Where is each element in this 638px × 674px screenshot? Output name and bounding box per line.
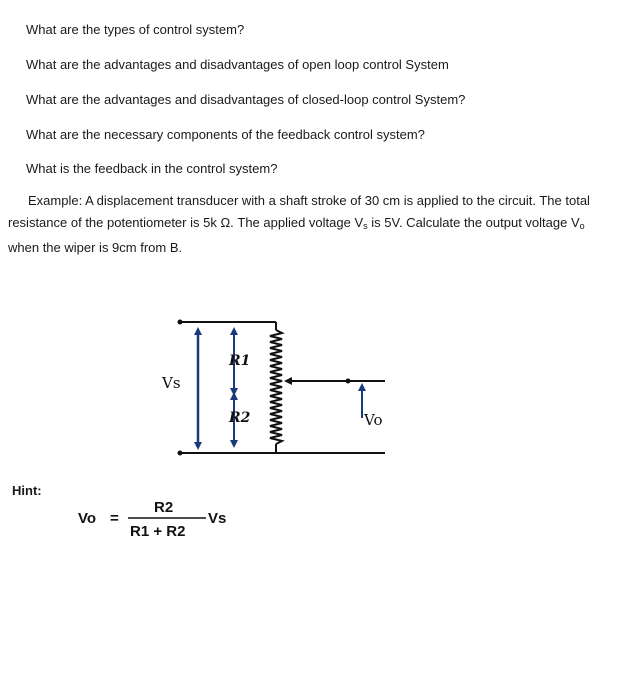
vo-label: Vo xyxy=(364,411,383,429)
formula-lhs: Vo xyxy=(78,510,97,527)
hint-formula xyxy=(78,496,278,546)
question-1: What are the types of control system? xyxy=(26,22,245,37)
formula-denominator: R1 + R2 xyxy=(130,523,186,540)
question-4: What are the necessary components of the feedback control system? xyxy=(26,127,425,142)
vo-subscript: o xyxy=(579,221,585,231)
formula-factor: Vs xyxy=(208,510,227,527)
formula-equals: = xyxy=(110,510,119,527)
vs-label: Vs xyxy=(162,374,181,392)
question-5: What is the feedback in the control system? xyxy=(26,161,278,176)
r1-label: R1 xyxy=(229,353,251,369)
r2-label: R2 xyxy=(229,410,251,426)
bottom-left-terminal xyxy=(178,451,183,456)
hint-label: Hint: xyxy=(12,483,42,498)
potentiometer-resistor xyxy=(270,330,282,444)
wiper-arrowhead xyxy=(284,377,292,385)
question-3: What are the advantages and disadvantages of closed-loop control System? xyxy=(26,92,466,107)
vs-subscript: s xyxy=(363,221,368,231)
example-text-1: Example: A displacement transducer with a shaft stroke of 30 cm is applied to the circuit. The total resistance of the potentiometer is 5k Ω. The applied voltage V xyxy=(8,193,590,230)
example-text-2: is 5V. Calculate the output voltage V xyxy=(367,215,580,230)
example-text-3: when the wiper is 9cm from B. xyxy=(8,240,183,255)
top-left-terminal xyxy=(178,320,183,325)
question-2: What are the advantages and disadvantages of open loop control System xyxy=(26,57,449,72)
formula-numerator: R2 xyxy=(154,499,174,516)
